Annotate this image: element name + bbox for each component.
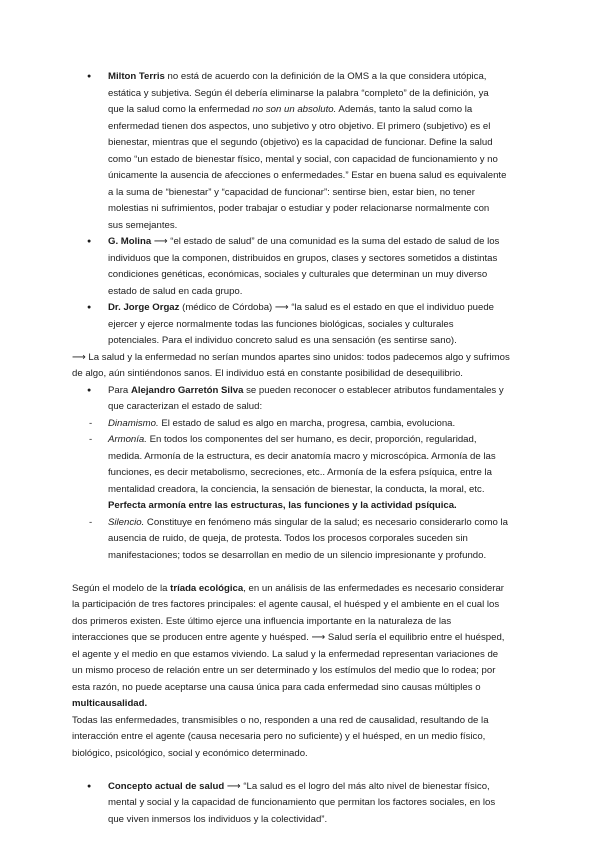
key-term: Concepto actual de salud (108, 781, 225, 792)
molina-line-1: G. Molina ⟶ “el estado de salud” de una comunidad es la suma del estado de salud de los (108, 236, 500, 247)
arrow-icon: ⟶ (153, 236, 168, 247)
silencio-line-2: ausencia de ruido, de queja, de protesta. Todos los procesos corporales suceden sin (108, 533, 468, 544)
triada-line-5: el agente y el medio en que estamos viviendo. La salud y la enfermedad representan variaciones de (72, 649, 499, 660)
arrow-icon: ⟶ (311, 632, 326, 643)
health-disease-line-1: ⟶ La salud y la enfermedad no serían mundos apartes sino unidos: todos padecemos algo y sufrimos (72, 352, 510, 363)
attribute-term: Dinamismo. (108, 418, 159, 429)
bullet-marker: ● (87, 304, 92, 311)
causalidad-line-1: Todas las enfermedades, transmisibles o no, responden a una red de causalidad, resultando de la (72, 715, 489, 726)
milton-terris-line-2: estática y subjetiva. Según él debería eliminarse la palabra “completo” de la definición, ya (108, 88, 489, 99)
causalidad-line-2: interacción entre el agente (causa necesaria pero no suficiente) y el huésped, en un medio físico, (72, 731, 486, 742)
bullet-marker: ● (87, 387, 92, 394)
milton-terris-line-7: únicamente la ausencia de afecciones o enfermedades.” Estar en buena salud es equivalente (108, 170, 507, 181)
garreton-line-2: que caracterizan el estado de salud: (108, 401, 263, 412)
armonia-line-1: Armonía. En todos los componentes del ser humano, es decir, proporción, regularidad, (108, 434, 477, 445)
arrow-icon: ⟶ (274, 302, 289, 313)
bullet-marker: ● (87, 783, 92, 790)
triada-line-6: un mismo proceso de relación entre un ser determinado y los estímulos del medio que lo rodea; por (72, 665, 496, 676)
dash-marker: - (89, 418, 93, 429)
concepto-line-2: mental y social y la capacidad de funcionamiento que permitan los factores sociales, en los (108, 797, 496, 808)
triada-line-2: la participación de tres factores principales: el agente causal, el huésped y el ambiente en el cual los (72, 599, 500, 610)
orgaz-line-2: ejercer y ejerce normalmente todas las funciones biológicas, sociales y culturales (108, 319, 454, 330)
silencio-line-1: Silencio. Constituye en fenómeno más singular de la salud; es necesario considerarlo como la (108, 517, 508, 528)
key-term: tríada ecológica (170, 583, 244, 594)
health-disease-line-2: de algo, aún sintiéndonos sanos. El individuo está en constante posibilidad de desequilibrio. (72, 368, 463, 379)
concepto-line-3: que viven inmersos los individuos y la colectividad”. (108, 814, 328, 825)
molina-line-4: estado de salud en cada grupo. (108, 286, 243, 297)
key-term: multicausalidad. (72, 698, 148, 709)
bullet-marker: ● (87, 238, 92, 245)
author-name: Dr. Jorge Orgaz (108, 302, 180, 313)
attribute-term: Silencio. (108, 517, 145, 528)
armonia-line-4: mentalidad creadora, la conciencia, la sensación de bienestar, la conducta, la moral, etc. (108, 484, 485, 495)
milton-terris-line-1: Milton Terris no está de acuerdo con la definición de la OMS a la que considera utópica, (108, 71, 487, 82)
milton-terris-line-3: que la salud como la enfermedad no son un absoluto. Además, tanto la salud como la (108, 104, 473, 115)
armonia-line-2: medida. Armonía de la estructura, es decir anatomía macro y microscópica. Armonía de las (108, 451, 496, 462)
dash-marker: - (89, 517, 93, 528)
arrow-icon: ⟶ (72, 352, 86, 363)
milton-terris-line-8: a la suma de “bienestar” y “capacidad de funcionar”: sentirse bien, estar bien, no tener (108, 187, 475, 198)
garreton-line-1: Para Alejandro Garretón Silva se pueden reconocer o establecer atributos fundamentales y (108, 385, 504, 396)
triada-line-8 (72, 696, 147, 713)
dash-marker: - (89, 434, 93, 445)
milton-terris-line-10: sus semejantes. (108, 220, 178, 231)
molina-line-2: individuos que la componen, distribuidos en grupos, clases y sectores sometidos a distintas (108, 253, 498, 264)
bullet-marker: ● (87, 73, 92, 80)
attribute-term: Armonía. (108, 434, 147, 445)
armonia-line-3: funciones, es decir metabolismo, secreciones, etc.. Armonía de la esfera psíquica, entre la (108, 467, 492, 478)
triada-line-3: dos primeros existen. Este último ejerce una influencia importante en la naturaleza de las (72, 616, 452, 627)
silencio-line-3: manifestaciones; todos se desarrollan en medio de un silencio impresionante y profundo. (108, 550, 487, 561)
author-name: Milton Terris (108, 71, 165, 82)
causalidad-line-3: biológico, psicológico, social y económico determinado. (72, 748, 308, 759)
dinamismo-line: Dinamismo. El estado de salud es algo en marcha, progresa, cambia, evoluciona. (108, 418, 456, 429)
orgaz-line-3: potenciales. Para el individuo concreto salud es una sensación (es sentirse sano). (108, 335, 457, 346)
concepto-line-1: Concepto actual de salud ⟶ “La salud es el logro del más alto nivel de bienestar físico, (108, 781, 490, 792)
triada-line-7: esta razón, no puede aceptarse una causa única para cada enfermedad sino causas múltiples o (72, 682, 481, 693)
triada-line-4: interacciones que se producen entre agente y huésped. ⟶ Salud sería el equilibrio entre el huésped, (72, 632, 505, 643)
milton-terris-line-5: bienestar, mientras que el segundo (objetivo) es la capacidad de funcionar. Define la salud (108, 137, 493, 148)
molina-line-3: condiciones genéticas, económicas, sociales y culturales que determinan un muy diverso (108, 269, 488, 280)
triada-line-1: Según el modelo de la tríada ecológica, en un análisis de las enfermedades es necesario considerar (72, 583, 504, 594)
milton-terris-line-9: molestias ni sufrimientos, poder trabajar o estudiar y poder relacionarse normalmente con (108, 203, 490, 214)
orgaz-line-1: Dr. Jorge Orgaz (médico de Córdoba) ⟶ “la salud es el estado en que el individuo puede (108, 302, 495, 313)
author-name: G. Molina (108, 236, 152, 247)
milton-terris-line-4: enfermedad tienen dos aspectos, uno subjetivo y otro objetivo. El primero (subjetivo) es el (108, 121, 491, 132)
milton-terris-line-6: como “un estado de bienestar físico, mental y social, con capacidad de funcionamiento y no (108, 154, 498, 165)
arrow-icon: ⟶ (226, 781, 241, 792)
author-name: Alejandro Garretón Silva (130, 385, 244, 396)
armonia-line-5: Perfecta armonía entre las estructuras, las funciones y la actividad psíquica. (108, 500, 457, 511)
